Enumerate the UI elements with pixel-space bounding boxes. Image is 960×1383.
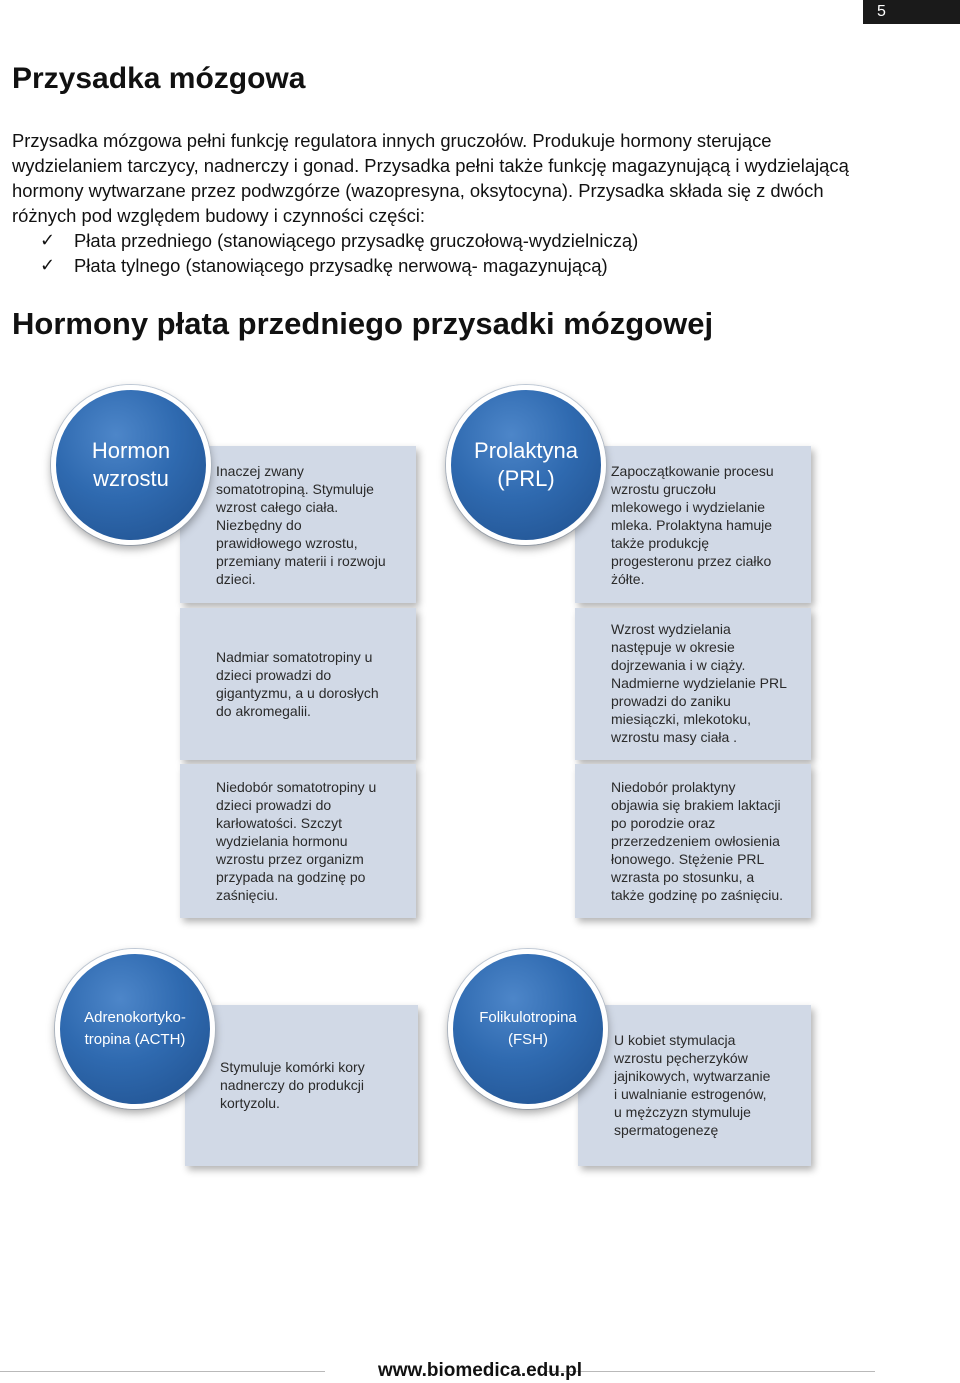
footer-url: www.biomedica.edu.pl <box>377 1360 583 1381</box>
growth-hormone-card-deficiency <box>180 764 416 918</box>
page-number: 5 <box>863 0 960 24</box>
intro-paragraph: Przysadka mózgowa pełni funkcję regulatora innych gruczołów. Produkuje hormony sterujące wydzielaniem tarczycy, nadnerczy i gonad. Przysadka pełni także funkcję magazynującą i wydzielającą hormony wytwarzane przez podwzgórze (wazopresyna, oksytocyna). Przysadka składa się z dwóch różnych pod względem budowy i czynności części: <box>12 130 849 226</box>
checkmark-icon: ✓ <box>40 255 56 275</box>
card-text: Zapoczątkowanie procesu wzrostu gruczołu mlekowego i wydzielanie mleka. Prolaktyna hamuje także produkcję progesteronu przez ciałko żółte. <box>611 463 774 587</box>
fsh-card-function <box>578 1005 811 1166</box>
growth-hormone-card-function <box>180 446 416 603</box>
card-text: Niedobór prolaktyny objawia się brakiem laktacji po porodzie oraz przerzedzeniem owłosienia łonowego. Stężenie PRL wzrasta po stosunku, a także godzinę po zaśnięciu. <box>611 779 783 903</box>
checkmark-icon: ✓ <box>40 230 56 250</box>
growth-hormone-card-excess <box>180 608 416 760</box>
card-text: U kobiet stymulacja wzrostu pęcherzyków jajnikowych, wytwarzanie i uwalnianie estrogenów, u mężczyzn stymuluje spermatogenezę <box>614 1032 771 1138</box>
checklist-item-text: Płata tylnego (stanowiącego przysadkę nerwową- magazynującą) <box>74 255 608 276</box>
acth-circle: Adrenokortyko- tropina (ACTH) <box>55 949 215 1109</box>
section-heading: Hormony płata przedniego przysadki mózgowej <box>12 306 714 341</box>
lobe-checklist <box>40 228 638 278</box>
page-title: Przysadka mózgowa <box>12 62 306 95</box>
checklist-item-text: Płata przedniego (stanowiącego przysadkę gruczołową-wydzielniczą) <box>74 230 639 251</box>
card-text: Niedobór somatotropiny u dzieci prowadzi do karłowatości. Szczyt wydzielania hormonu wzrostu przez organizm przypada na godzinę po zaśnięciu. <box>216 779 377 903</box>
card-text: Inaczej zwany somatotropiną. Stymuluje wzrost całego ciała. Niezbędny do prawidłowego wzrostu, przemiany materii i rozwoju dzieci. <box>216 463 386 587</box>
fsh-circle: Folikulotropina (FSH) <box>448 949 608 1109</box>
card-text: Nadmiar somatotropiny u dzieci prowadzi do gigantyzmu, a u dorosłych do akromegalii. <box>216 649 379 719</box>
prolactin-card-deficiency <box>575 764 811 918</box>
prolactin-circle: Prolaktyna (PRL) <box>446 385 606 545</box>
checklist-item-posterior <box>40 253 638 278</box>
card-text: Wzrost wydzielania następuje w okresie dojrzewania i w ciąży. Nadmierne wydzielanie PRL prowadzi do zaniku miesiączki, mlekotoku, wzrostu masy ciała . <box>611 621 787 745</box>
growth-hormone-circle: Hormon wzrostu <box>51 385 211 545</box>
prolactin-card-function <box>575 446 811 603</box>
checklist-item-anterior <box>40 228 638 253</box>
prolactin-card-excess <box>575 608 811 760</box>
card-text: Stymuluje komórki kory nadnerczy do produkcji kortyzolu. <box>220 1059 365 1111</box>
acth-card-function <box>185 1005 418 1166</box>
